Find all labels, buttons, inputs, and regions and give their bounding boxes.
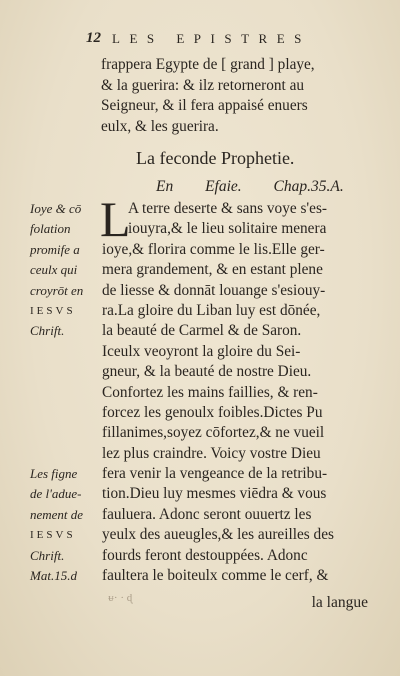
text-line: la beauté de Carmel & de Saron.: [102, 322, 302, 340]
running-head: LES EPISTRES: [112, 31, 311, 46]
margin-note: [30, 403, 102, 423]
margin-note: folation: [30, 221, 71, 237]
margin-note: Ioye & cō: [30, 201, 82, 216]
text-line: ioye,& florira comme le lis.Elle ger-: [102, 240, 325, 258]
margin-note: de l'adue-: [30, 486, 82, 502]
text-line: yeulx des aueugles,& les aureilles des: [102, 526, 334, 544]
margin-note: [30, 383, 102, 403]
drop-capital: L: [100, 191, 131, 247]
bleed-through-mark: ᵾ· · ɖ: [108, 592, 133, 604]
page-number: 12: [86, 30, 101, 46]
margin-note: [30, 342, 102, 362]
margin-note: [30, 423, 102, 443]
margin-note: IESVS: [30, 529, 76, 542]
margin-note: IESVS: [30, 304, 76, 317]
text-line: lez plus craindre. Voicy vostre Dieu: [102, 444, 321, 462]
text-line: fera venir la vengeance de la retribu-: [102, 465, 328, 483]
margin-note: Chrift.: [30, 547, 65, 563]
main-text: [102, 199, 372, 586]
text-line: fauluera. Adonc seront ouuertz les: [102, 505, 312, 523]
text-line: A terre deserte & sans voye s'es-: [128, 200, 328, 217]
margin-note: [30, 444, 102, 464]
margin-note: [30, 362, 102, 382]
section-subheading: En Efaie. Chap.35.A.: [156, 178, 344, 195]
text-line: faultera le boiteulx comme le cerf, &: [102, 567, 329, 585]
margin-note: promife a: [30, 241, 80, 257]
text-line: Iceulx veoyront la gloire du Sei-: [102, 342, 301, 360]
text-line: tion.Dieu luy mesmes viēdra & vous: [102, 485, 327, 503]
text-line: eulx, & les guerira.: [101, 117, 219, 135]
page-header: [86, 30, 354, 50]
margin-note: croyrōt en: [30, 282, 84, 298]
text-line: iouyra,& le lieu solitaire menera: [128, 220, 327, 238]
margin-note: Mat.15.d: [30, 568, 77, 584]
text-line: de liesse & donnāt louange s'esiouy-: [102, 281, 326, 299]
text-line: Seigneur, & il fera appaisé enuers: [101, 97, 308, 114]
margin-note: Chrift.: [30, 323, 65, 339]
text-line: frappera Egypte de [ grand ] playe,: [101, 56, 315, 73]
section-heading: La feconde Prophetie.: [136, 148, 295, 168]
text-line: ra.La gloire du Liban luy est dōnée,: [102, 301, 321, 319]
top-paragraph: [101, 55, 363, 137]
text-line: Confortez les mains faillies, & ren-: [102, 383, 318, 401]
margin-note: nement de: [30, 506, 84, 522]
text-line: mera grandement, & en estant plene: [102, 261, 323, 279]
margin-note: Les figne: [30, 466, 78, 482]
text-line: & la guerira: & ilz retorneront au: [101, 76, 305, 94]
text-line: gneur, & la beauté de nostre Dieu.: [102, 363, 312, 381]
text-line: fillanimes,soyez cōfortez,& ne vueil: [102, 424, 325, 442]
text-line: forcez les genoulx foibles.Dictes Pu: [102, 403, 323, 421]
margin-notes: [30, 199, 102, 586]
margin-note: ceulx qui: [30, 262, 78, 278]
catchword: la langue: [311, 594, 368, 611]
text-line: fourds feront destouppées. Adonc: [102, 546, 308, 564]
